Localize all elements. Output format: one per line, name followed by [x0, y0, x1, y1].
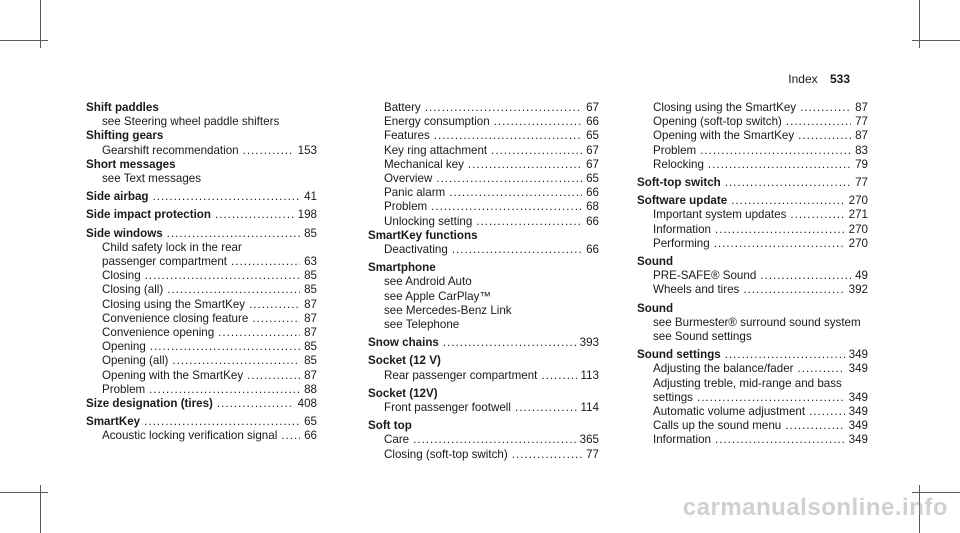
- entry-text: Adjusting treble, mid-range and bass: [653, 376, 842, 390]
- entry-text: see Steering wheel paddle shifters: [102, 115, 280, 129]
- index-subentry: [86, 340, 317, 354]
- index-subentry: [637, 316, 868, 330]
- index-subentry: [86, 144, 317, 158]
- entry-text: see Burmester® surround sound system: [653, 315, 861, 329]
- page-ref[interactable]: 113: [580, 368, 599, 382]
- entry-text: Opening with the SmartKey: [653, 129, 795, 143]
- leader-dots: [731, 194, 844, 208]
- index-subentry: [368, 290, 599, 304]
- index-subentry: [637, 419, 868, 433]
- entry-text: Sound settings: [637, 348, 721, 362]
- entry-text: Shifting gears: [86, 129, 164, 143]
- page-ref[interactable]: 87: [855, 101, 868, 114]
- entry-text: Closing using the SmartKey: [653, 101, 797, 114]
- page-ref[interactable]: 77: [855, 176, 868, 190]
- leader-dots: [760, 269, 851, 283]
- entry-text: Wheels and tires: [653, 283, 740, 297]
- leader-dots: [425, 101, 582, 115]
- index-subentry: [368, 318, 599, 332]
- leader-dots: [145, 269, 300, 283]
- index-subentry: [368, 275, 599, 289]
- leader-dots: [249, 298, 300, 312]
- page-ref[interactable]: 85: [304, 226, 317, 240]
- page-ref[interactable]: 66: [586, 243, 599, 257]
- page-ref[interactable]: 68: [586, 200, 599, 214]
- index-subentry: [368, 172, 599, 186]
- index-subentry: [86, 298, 317, 312]
- page-ref[interactable]: 67: [586, 101, 599, 114]
- page-ref[interactable]: 365: [579, 433, 599, 447]
- leader-dots: [247, 369, 300, 383]
- entry-text: Energy consumption: [384, 115, 490, 129]
- index-subentry: [86, 312, 317, 326]
- page-ref[interactable]: 66: [586, 186, 599, 200]
- index-subentry: [637, 158, 868, 172]
- entry-text: Short messages: [86, 157, 176, 171]
- entry-text: Soft top: [368, 419, 412, 433]
- index-subentry: [86, 283, 317, 297]
- page-ref[interactable]: 87: [304, 297, 317, 311]
- index-column-1: [86, 101, 317, 444]
- page-ref[interactable]: 87: [304, 326, 317, 340]
- entry-text: Closing (all): [102, 283, 164, 297]
- entry-text: Smartphone: [368, 261, 436, 275]
- entry-text: Mechanical key: [384, 157, 464, 171]
- index-subentry: [637, 115, 868, 129]
- index-subentry: [86, 172, 317, 186]
- page-ref[interactable]: 393: [579, 336, 599, 350]
- entry-text: Unlocking setting: [384, 214, 473, 228]
- index-subentry: [368, 144, 599, 158]
- entry-text: Acoustic locking verification signal: [102, 429, 278, 443]
- index-subentry: [86, 354, 317, 368]
- index-subentry: [368, 369, 599, 383]
- leader-dots: [231, 255, 300, 269]
- entry-text: Size designation (tires): [86, 397, 213, 411]
- leader-dots: [434, 129, 582, 143]
- index-subentry: [637, 101, 868, 115]
- page-ref[interactable]: 77: [586, 447, 599, 461]
- crop-mark: [0, 492, 48, 493]
- index-heading: [637, 255, 868, 269]
- leader-dots: [743, 283, 844, 297]
- leader-dots: [217, 397, 294, 411]
- index-heading: [368, 387, 599, 401]
- entry-text: Problem: [102, 382, 146, 396]
- entry-text: Automatic volume adjustment: [653, 405, 806, 419]
- entry-text: settings: [653, 390, 693, 404]
- page-ref[interactable]: 67: [586, 143, 599, 157]
- entry-text: Software update: [637, 194, 728, 208]
- entry-text: Performing: [653, 236, 710, 250]
- leader-dots: [697, 391, 845, 405]
- index-heading: [368, 354, 599, 368]
- entry-text: see Apple CarPlay™: [384, 289, 491, 303]
- index-subentry: [637, 283, 868, 297]
- leader-dots: [167, 227, 300, 241]
- entry-text: Opening with the SmartKey: [102, 368, 244, 382]
- watermark: carmanualsonline.info: [682, 494, 948, 521]
- leader-dots: [243, 144, 294, 158]
- entry-text: Child safety lock in the rear: [102, 240, 242, 254]
- index-heading: [86, 397, 317, 411]
- entry-text: Convenience opening: [102, 326, 215, 340]
- index-heading: [368, 419, 599, 433]
- entry-text: PRE-SAFE® Sound: [653, 269, 757, 283]
- page-ref[interactable]: 349: [848, 348, 868, 362]
- index-heading: [86, 208, 317, 222]
- index-subentry: [637, 330, 868, 344]
- leader-dots: [700, 144, 851, 158]
- page-header: [788, 72, 850, 86]
- entry-text: Panic alarm: [384, 186, 446, 200]
- index-heading: [368, 336, 599, 350]
- leader-dots: [436, 172, 582, 186]
- page-ref[interactable]: 114: [580, 401, 599, 415]
- page-ref[interactable]: 79: [855, 157, 868, 171]
- entry-text: Side windows: [86, 226, 163, 240]
- leader-dots: [541, 369, 576, 383]
- leader-dots: [494, 115, 582, 129]
- entry-text: Battery: [384, 101, 421, 114]
- entry-text: Adjusting the balance/fader: [653, 362, 794, 376]
- index-subentry: [86, 326, 317, 340]
- leader-dots: [491, 144, 582, 158]
- entry-text: Care: [384, 433, 410, 447]
- leader-dots: [725, 176, 851, 190]
- page-ref[interactable]: 88: [304, 382, 317, 396]
- index-heading: [637, 348, 868, 362]
- entry-text: Deactivating: [384, 243, 448, 257]
- leader-dots: [215, 208, 294, 222]
- index-heading: [86, 158, 317, 172]
- index-subentry: [637, 129, 868, 143]
- leader-dots: [786, 115, 851, 129]
- leader-dots: [172, 354, 300, 368]
- page-ref[interactable]: 67: [586, 157, 599, 171]
- header-label: Index: [788, 72, 818, 86]
- index-subentry: [368, 129, 599, 143]
- index-subentry: [637, 144, 868, 158]
- leader-dots: [218, 326, 300, 340]
- index-subentry: [368, 186, 599, 200]
- entry-text: Opening (soft-top switch): [653, 115, 782, 129]
- page-ref[interactable]: 77: [855, 115, 868, 129]
- leader-dots: [150, 340, 300, 354]
- entry-text: Closing using the SmartKey: [102, 297, 246, 311]
- entry-text: Side impact protection: [86, 208, 211, 222]
- index-subentry: [637, 223, 868, 237]
- entry-text: Front passenger footwell: [384, 401, 511, 415]
- index-subentry: [368, 215, 599, 229]
- page-ref[interactable]: 270: [848, 194, 868, 208]
- index-subentry: [368, 200, 599, 214]
- page-ref[interactable]: 392: [848, 283, 868, 297]
- leader-dots: [252, 312, 300, 326]
- leader-dots: [167, 283, 300, 297]
- leader-dots: [800, 101, 851, 115]
- leader-dots: [714, 237, 845, 251]
- crop-mark: [912, 492, 960, 493]
- page-ref[interactable]: 408: [297, 397, 317, 411]
- page-ref[interactable]: 87: [855, 129, 868, 143]
- page-ref[interactable]: 349: [848, 405, 868, 419]
- leader-dots: [715, 223, 845, 237]
- leader-dots: [785, 419, 844, 433]
- page-ref[interactable]: 153: [297, 143, 317, 157]
- index-heading: [637, 302, 868, 316]
- entry-text: Sound: [637, 255, 674, 269]
- index-subentry: [86, 369, 317, 383]
- entry-text: Information: [653, 433, 711, 447]
- index-heading: [368, 261, 599, 275]
- page-ref[interactable]: 270: [848, 236, 868, 250]
- index-subentry: [637, 269, 868, 283]
- entry-text: Convenience closing feature: [102, 311, 249, 325]
- index-subentry: [86, 241, 317, 255]
- index-subentry: [86, 429, 317, 443]
- leader-dots: [468, 158, 582, 172]
- entry-text: Shift paddles: [86, 101, 159, 114]
- entry-text: Snow chains: [368, 336, 439, 350]
- entry-text: SmartKey: [86, 415, 141, 429]
- index-heading: [368, 229, 599, 243]
- page-ref[interactable]: 270: [848, 222, 868, 236]
- index-subentry: [368, 304, 599, 318]
- page-ref[interactable]: 85: [304, 354, 317, 368]
- index-subentry: [368, 448, 599, 462]
- leader-dots: [281, 429, 300, 443]
- index-subentry: [368, 401, 599, 415]
- index-heading: [86, 415, 317, 429]
- page-ref[interactable]: 49: [855, 269, 868, 283]
- page-ref[interactable]: 349: [848, 419, 868, 433]
- page-ref[interactable]: 65: [586, 129, 599, 143]
- leader-dots: [798, 129, 851, 143]
- index-subentry: [86, 255, 317, 269]
- page-ref[interactable]: 85: [304, 283, 317, 297]
- leader-dots: [790, 208, 844, 222]
- leader-dots: [443, 336, 576, 350]
- index-column-2: [368, 101, 599, 462]
- entry-text: see Android Auto: [384, 275, 472, 289]
- index-subentry: [637, 433, 868, 447]
- leader-dots: [413, 433, 576, 447]
- index-heading: [86, 101, 317, 115]
- index-subentry: [368, 115, 599, 129]
- page-ref[interactable]: 271: [848, 208, 868, 222]
- index-subentry: [637, 362, 868, 376]
- index-subentry: [637, 237, 868, 251]
- entry-text: Information: [653, 222, 711, 236]
- entry-text: see Text messages: [102, 172, 202, 186]
- leader-dots: [515, 401, 577, 415]
- crop-mark: [912, 40, 960, 41]
- page-ref[interactable]: 66: [586, 115, 599, 129]
- index-heading: [86, 129, 317, 143]
- leader-dots: [449, 186, 582, 200]
- leader-dots: [431, 200, 582, 214]
- page-ref[interactable]: 65: [304, 415, 317, 429]
- index-subentry: [368, 433, 599, 447]
- leader-dots: [153, 190, 301, 204]
- page-ref[interactable]: 349: [848, 362, 868, 376]
- entry-text: see Sound settings: [653, 330, 752, 344]
- page-ref[interactable]: 63: [304, 255, 317, 269]
- leader-dots: [512, 448, 582, 462]
- entry-text: see Telephone: [384, 318, 460, 332]
- leader-dots: [476, 215, 582, 229]
- page-ref[interactable]: 198: [297, 208, 317, 222]
- entry-text: Closing (soft-top switch): [384, 447, 508, 461]
- entry-text: SmartKey functions: [368, 228, 478, 242]
- page-ref[interactable]: 66: [304, 429, 317, 443]
- entry-text: Sound: [637, 301, 674, 315]
- entry-text: Socket (12V): [368, 386, 438, 400]
- entry-text: passenger compartment: [102, 255, 228, 269]
- page-ref[interactable]: 349: [848, 433, 868, 447]
- leader-dots: [452, 243, 582, 257]
- entry-text: Soft-top switch: [637, 176, 721, 190]
- entry-text: Opening: [102, 340, 146, 354]
- index-subentry: [368, 101, 599, 115]
- index-subentry: [637, 208, 868, 222]
- entry-text: Key ring attachment: [384, 143, 488, 157]
- page-ref[interactable]: 87: [304, 311, 317, 325]
- index-subentry: [86, 269, 317, 283]
- entry-text: Closing: [102, 269, 141, 283]
- index-subentry: [368, 243, 599, 257]
- page-ref[interactable]: 83: [855, 143, 868, 157]
- index-subentry: [637, 405, 868, 419]
- entry-text: Socket (12 V): [368, 354, 441, 368]
- page-ref[interactable]: 41: [304, 190, 317, 204]
- page-ref[interactable]: 87: [304, 368, 317, 382]
- index-heading: [637, 176, 868, 190]
- leader-dots: [798, 362, 845, 376]
- crop-mark: [0, 40, 48, 41]
- index-subentry: [637, 377, 868, 391]
- entry-text: Opening (all): [102, 354, 169, 368]
- index-subentry: [637, 391, 868, 405]
- index-heading: [637, 194, 868, 208]
- entry-text: Overview: [384, 172, 433, 186]
- page-ref[interactable]: 66: [586, 214, 599, 228]
- index-heading: [86, 227, 317, 241]
- entry-text: Calls up the sound menu: [653, 419, 782, 433]
- entry-text: see Mercedes-Benz Link: [384, 303, 512, 317]
- entry-text: Rear passenger compartment: [384, 368, 538, 382]
- entry-text: Features: [384, 129, 430, 143]
- page-ref[interactable]: 85: [304, 269, 317, 283]
- entry-text: Problem: [384, 200, 428, 214]
- index-subentry: [86, 115, 317, 129]
- leader-dots: [708, 158, 851, 172]
- leader-dots: [149, 383, 300, 397]
- index-subentry: [86, 383, 317, 397]
- entry-text: Gearshift recommendation: [102, 143, 239, 157]
- leader-dots: [144, 415, 300, 429]
- entry-text: Problem: [653, 143, 697, 157]
- entry-text: Relocking: [653, 157, 704, 171]
- leader-dots: [715, 433, 845, 447]
- page-ref[interactable]: 85: [304, 340, 317, 354]
- index-subentry: [368, 158, 599, 172]
- page-number: 533: [829, 72, 850, 86]
- page-ref[interactable]: 349: [848, 390, 868, 404]
- leader-dots: [809, 405, 845, 419]
- leader-dots: [725, 348, 845, 362]
- entry-text: Side airbag: [86, 190, 149, 204]
- index-column-3: [637, 101, 868, 448]
- page-ref[interactable]: 65: [586, 172, 599, 186]
- entry-text: Important system updates: [653, 208, 787, 222]
- index-heading: [86, 190, 317, 204]
